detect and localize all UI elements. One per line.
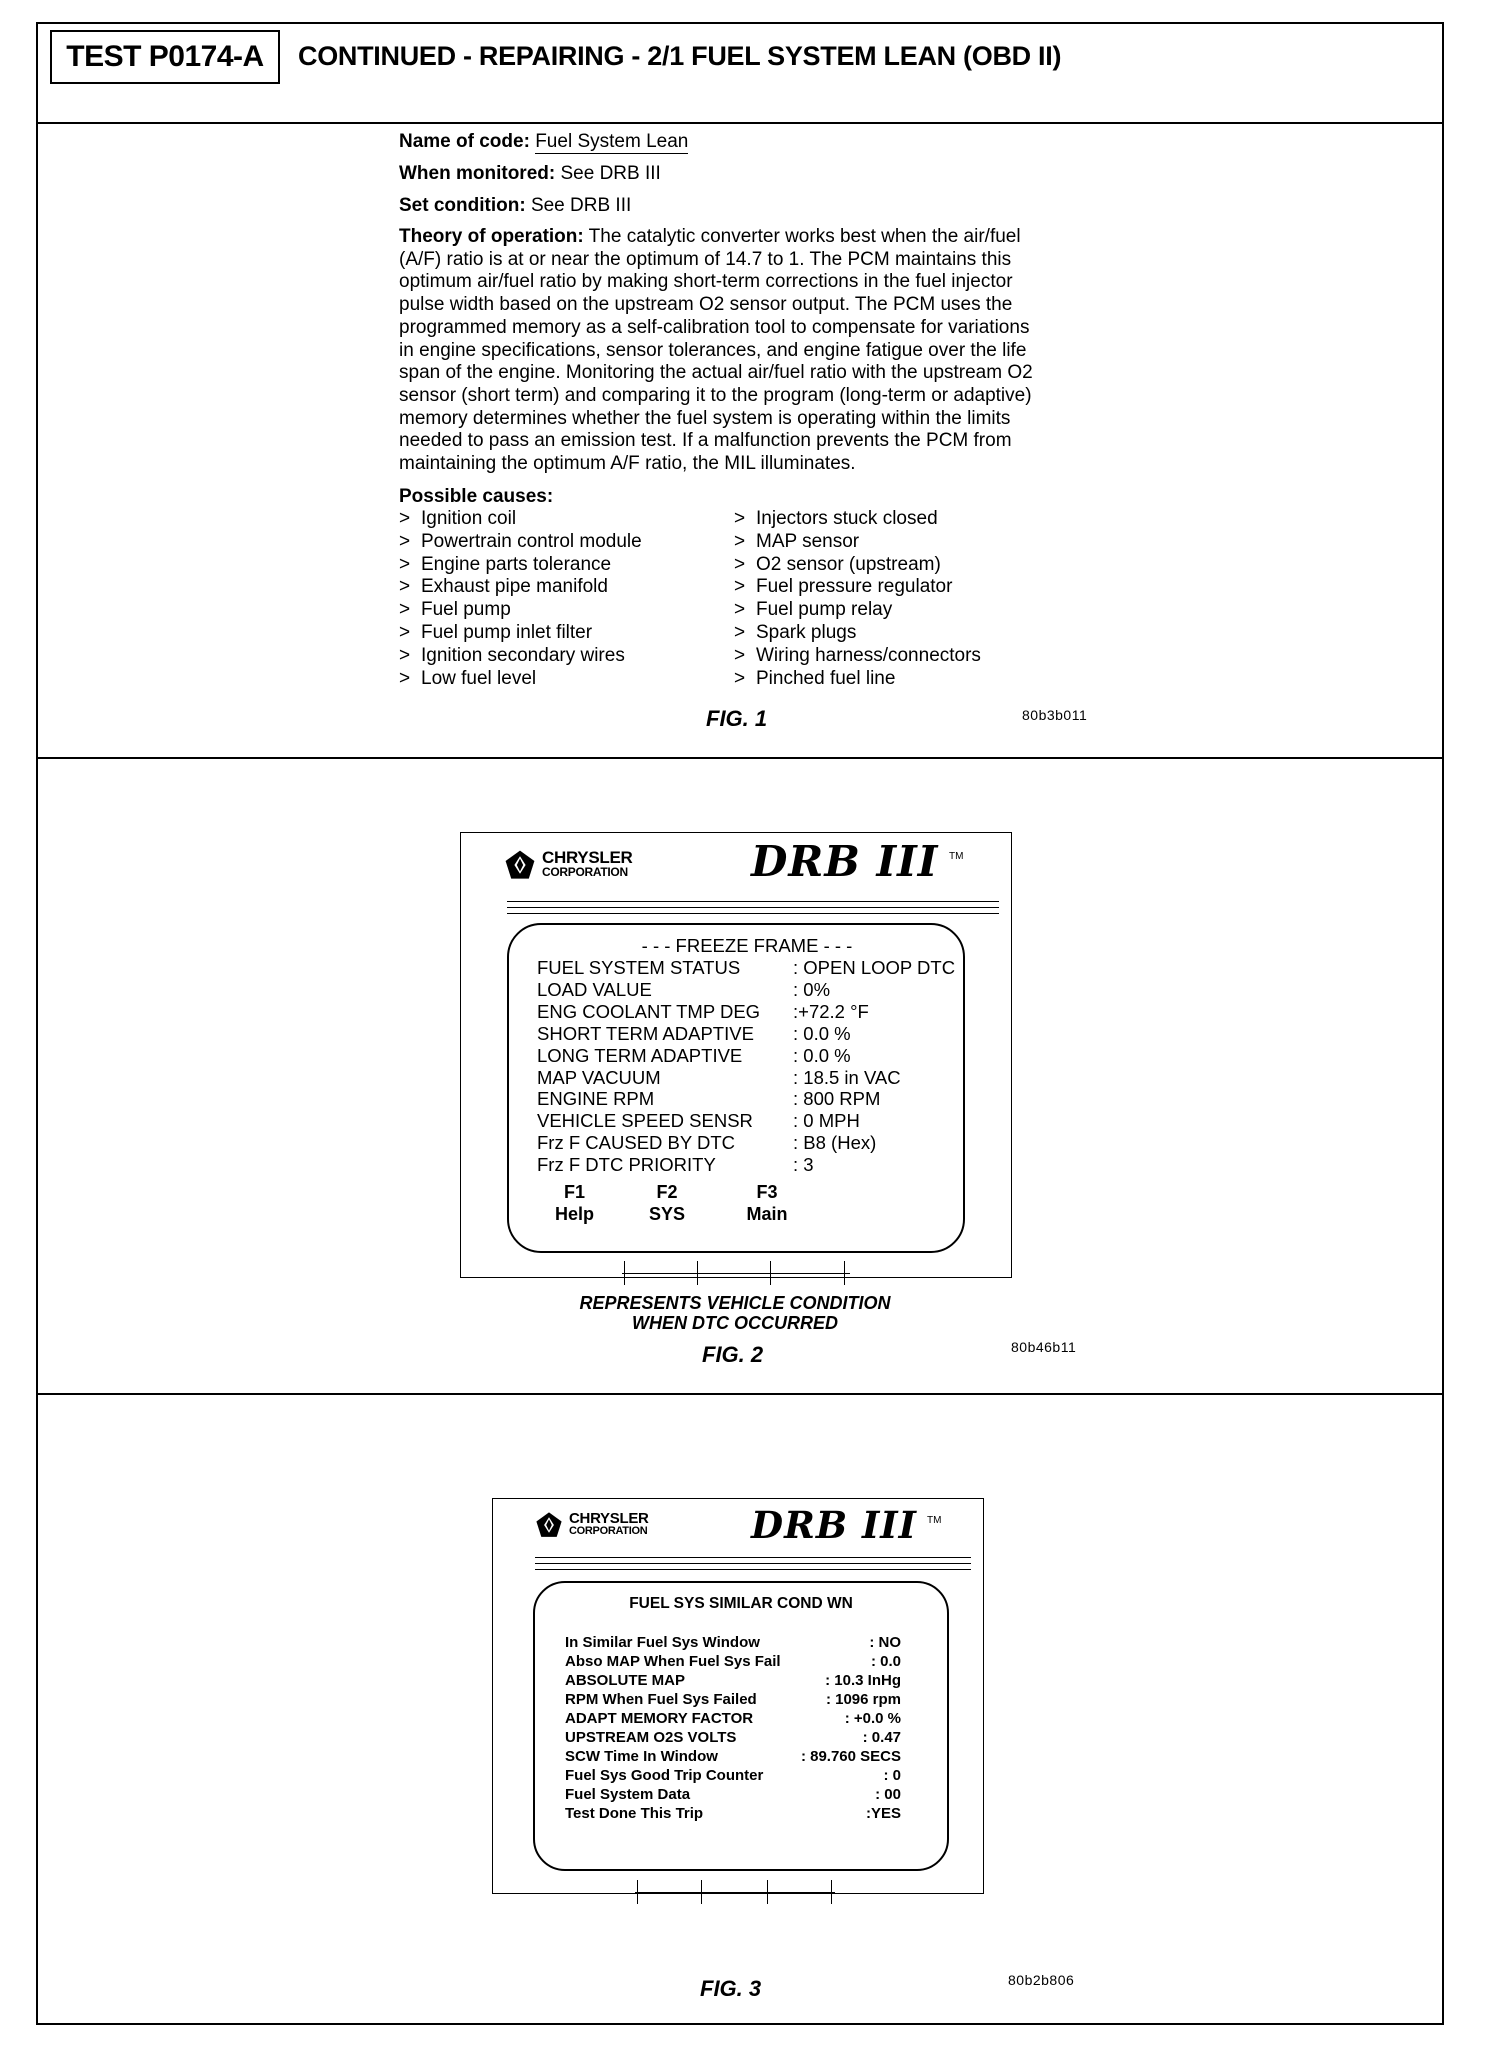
cause-item [399, 622, 642, 645]
param-name: ADAPT MEMORY FACTOR [565, 1710, 754, 1727]
keypad-ticks [635, 1880, 835, 1904]
when-monitored-label: When monitored: [399, 163, 556, 184]
theory-line: programmed memory as a self-calibration tool to compensate for variations [399, 316, 1030, 338]
cause-item [399, 645, 642, 668]
display-screen [507, 923, 965, 1253]
logo-line1: CHRYSLER [569, 1510, 649, 1527]
theory-line: (A/F) ratio is at or near the optimum of 14.7 to 1. The PCM maintains this [399, 248, 1012, 270]
freeze-frame-heading: - - - FREEZE FRAME - - - [641, 935, 853, 956]
name-of-code-label: Name of code: [399, 131, 530, 152]
cause-item [734, 531, 981, 554]
param-value: : 0 MPH [793, 1110, 860, 1132]
bullet-marker: > [399, 645, 411, 667]
similar-cond-row [565, 1633, 901, 1652]
cause-text: Powertrain control module [421, 530, 642, 552]
similar-cond-row [565, 1728, 901, 1747]
when-monitored-value: See DRB III [560, 163, 661, 184]
fig-2-label: FIG. 2 [702, 1342, 764, 1367]
cause-text: Pinched fuel line [756, 668, 896, 690]
section-divider-1 [36, 757, 1444, 759]
similar-cond-row [565, 1690, 901, 1709]
similar-cond-row [565, 1671, 901, 1690]
test-id: TEST P0174-A [66, 40, 264, 73]
header-divider [36, 122, 1444, 124]
cause-text: Ignition secondary wires [421, 645, 625, 667]
display-screen [533, 1581, 949, 1871]
fkey-label: Main [746, 1204, 788, 1224]
param-value: : B8 (Hex) [793, 1132, 877, 1154]
cause-text: Low fuel level [421, 668, 537, 690]
causes-right-column [734, 508, 981, 691]
set-condition-label: Set condition: [399, 195, 526, 216]
drb-freeze-frame-display [460, 832, 1012, 1278]
keypad-ticks [622, 1261, 850, 1285]
theory-line: The catalytic converter works best when the air/fuel [588, 226, 1021, 247]
param-value: : 3 [793, 1154, 814, 1176]
freeze-frame-row [537, 1154, 957, 1176]
similar-cond-row [565, 1804, 901, 1823]
rule-line [535, 1563, 971, 1564]
bullet-marker: > [734, 553, 746, 575]
set-condition-value: See DRB III [530, 195, 632, 216]
param-name: VEHICLE SPEED SENSR [537, 1110, 753, 1132]
cause-text: MAP sensor [756, 530, 860, 552]
section-divider-2 [36, 1393, 1444, 1395]
bullet-marker: > [734, 576, 746, 598]
cause-text: Fuel pressure regulator [756, 576, 953, 598]
theory-label: Theory of operation: [399, 226, 584, 247]
bullet-marker: > [734, 622, 746, 644]
rule-line [507, 913, 999, 914]
bullet-marker: > [734, 530, 746, 552]
cause-text: Injectors stuck closed [756, 507, 938, 529]
param-value: : 0% [793, 978, 831, 1000]
trademark: TM [949, 851, 964, 862]
freeze-frame-row [537, 1132, 957, 1154]
freeze-frame-row [537, 1023, 957, 1045]
caption-line: REPRESENTS VEHICLE CONDITION [579, 1293, 891, 1313]
param-value: : OPEN LOOP DTC [793, 957, 956, 978]
freeze-frame-data [537, 935, 957, 1176]
theory-line: sensor (short term) and comparing it to the program (long-term or adaptive) [399, 384, 1032, 406]
param-value: : 0.47 [862, 1729, 901, 1746]
param-value: : NO [869, 1634, 901, 1651]
similar-cond-heading: FUEL SYS SIMILAR COND WN [629, 1595, 853, 1612]
param-name: Frz F DTC PRIORITY [537, 1154, 716, 1176]
theory-of-operation [399, 226, 1111, 476]
theory-line: maintaining the optimum A/F ratio, the MIL illuminates. [399, 453, 856, 475]
fig-3-label: FIG. 3 [700, 1976, 762, 2001]
freeze-frame-row [537, 979, 957, 1001]
freeze-frame-row [537, 957, 957, 979]
param-name: ENGINE RPM [537, 1088, 655, 1110]
theory-line: in engine specifications, sensor tolerances, and engine fatigue over the life [399, 339, 1027, 361]
param-value: : 18.5 in VAC [793, 1066, 901, 1088]
param-value: : 800 RPM [793, 1088, 881, 1110]
pentastar-icon [535, 1511, 563, 1539]
similar-cond-row [565, 1766, 901, 1785]
cause-item [734, 599, 981, 622]
drb-title: DRB III [751, 837, 939, 886]
chrysler-logo [535, 1511, 649, 1539]
caption-line: WHEN DTC OCCURRED [632, 1313, 838, 1333]
logo-line2: CORPORATION [569, 1525, 648, 1537]
possible-causes-label: Possible causes: [399, 485, 554, 507]
similar-cond-row [565, 1785, 901, 1804]
cause-text: Exhaust pipe manifold [421, 576, 608, 598]
param-value: : 0.0 % [793, 1044, 851, 1066]
fkey-number: F1 [563, 1182, 585, 1202]
theory-line: pulse width based on the upstream O2 sensor output. The PCM uses the [399, 294, 1013, 316]
similar-cond-row [565, 1652, 901, 1671]
param-name: Abso MAP When Fuel Sys Fail [565, 1653, 781, 1670]
cause-item [734, 645, 981, 668]
param-value: :+72.2 °F [793, 1000, 869, 1022]
logo-line1: CHRYSLER [542, 848, 633, 867]
param-name: RPM When Fuel Sys Failed [565, 1691, 757, 1708]
bullet-marker: > [399, 668, 411, 690]
fkey-label: Help [554, 1204, 594, 1224]
bullet-marker: > [734, 599, 746, 621]
param-name: SHORT TERM ADAPTIVE [537, 1022, 754, 1044]
freeze-frame-row [537, 1088, 957, 1110]
fig-1-label: FIG. 1 [706, 706, 768, 731]
param-name: ENG COOLANT TMP DEG [537, 1000, 761, 1022]
param-value: : +0.0 % [844, 1710, 901, 1727]
param-name: LOAD VALUE [537, 978, 652, 1000]
bullet-marker: > [399, 530, 411, 552]
fkey-label: SYS [648, 1204, 686, 1224]
param-value: : 00 [875, 1786, 901, 1803]
f2-sys-key[interactable] [612, 1181, 722, 1225]
rule-line [535, 1557, 971, 1558]
drb-title: DRB III [751, 1503, 917, 1547]
cause-text: O2 sensor (upstream) [756, 553, 941, 575]
param-value: : 10.3 InHg [825, 1672, 901, 1689]
freeze-frame-row [537, 1001, 957, 1023]
cause-text: Engine parts tolerance [421, 553, 612, 575]
cause-text: Fuel pump inlet filter [421, 622, 593, 644]
similar-cond-row [565, 1747, 901, 1766]
param-value: : 0 [883, 1767, 901, 1784]
cause-text: Ignition coil [421, 507, 517, 529]
cause-item [734, 576, 981, 599]
causes-left-column [399, 508, 642, 691]
logo-line2: CORPORATION [542, 865, 628, 879]
cause-text: Fuel pump [421, 599, 511, 621]
theory-line: needed to pass an emission test. If a malfunction prevents the PCM from [399, 430, 1012, 452]
cause-item [399, 508, 642, 531]
rule-line [507, 901, 999, 902]
fig-2-caption [505, 1293, 965, 1333]
param-name: Test Done This Trip [565, 1805, 704, 1822]
fig-2-code: 80b46b11 [1011, 1339, 1077, 1355]
param-name: UPSTREAM O2S VOLTS [565, 1729, 737, 1746]
theory-line: optimum air/fuel ratio by making short-term corrections in the fuel injector [399, 271, 1013, 293]
cause-text: Wiring harness/connectors [756, 645, 981, 667]
fkey-number: F2 [656, 1182, 678, 1202]
freeze-frame-row [537, 1067, 957, 1089]
set-condition [399, 194, 1111, 217]
similar-cond-row [565, 1709, 901, 1728]
name-of-code [399, 130, 1111, 153]
theory-line: span of the engine. Monitoring the actual air/fuel ratio with the upstream O2 [399, 362, 1033, 384]
param-name: Frz F CAUSED BY DTC [537, 1132, 736, 1154]
bullet-marker: > [734, 668, 746, 690]
freeze-frame-row [537, 1045, 957, 1067]
param-name: MAP VACUUM [537, 1066, 661, 1088]
cause-item [399, 668, 642, 691]
rule-line [507, 907, 999, 908]
fig-3-code: 80b2b806 [1008, 1972, 1075, 1988]
chrysler-logo [504, 849, 632, 881]
param-value: : 0.0 [870, 1653, 901, 1670]
f1-help-key[interactable] [537, 1181, 612, 1225]
param-name: ABSOLUTE MAP [565, 1672, 685, 1689]
bullet-marker: > [399, 576, 411, 598]
similar-cond-data [565, 1633, 901, 1823]
param-name: FUEL SYSTEM STATUS [537, 957, 741, 978]
bullet-marker: > [399, 553, 411, 575]
param-name: LONG TERM ADAPTIVE [537, 1044, 743, 1066]
when-monitored [399, 162, 1111, 185]
bullet-marker: > [399, 622, 411, 644]
drb-similar-cond-display [492, 1498, 984, 1894]
rule-line [535, 1569, 971, 1570]
page-title: CONTINUED - REPAIRING - 2/1 FUEL SYSTEM LEAN (OBD II) [298, 41, 1062, 71]
fkey-number: F3 [756, 1182, 778, 1202]
function-keys [537, 1181, 812, 1225]
cause-text: Fuel pump relay [756, 599, 893, 621]
code-description [399, 130, 1111, 690]
cause-item [399, 554, 642, 577]
cause-item [734, 622, 981, 645]
param-name: Fuel Sys Good Trip Counter [565, 1767, 764, 1784]
cause-text: Spark plugs [756, 622, 857, 644]
bullet-marker: > [399, 507, 411, 529]
param-value: : 1096 rpm [825, 1691, 901, 1708]
bullet-marker: > [734, 507, 746, 529]
param-value: : 89.760 SECS [800, 1748, 901, 1765]
bullet-marker: > [734, 645, 746, 667]
param-name: Fuel System Data [565, 1786, 691, 1803]
trademark: TM [927, 1515, 942, 1526]
param-value: : 0.0 % [793, 1022, 851, 1044]
cause-item [734, 554, 981, 577]
param-name: In Similar Fuel Sys Window [565, 1634, 760, 1651]
possible-causes-list [399, 508, 1111, 690]
cause-item [734, 508, 981, 531]
test-id-box [50, 30, 280, 84]
f3-main-key[interactable] [722, 1181, 812, 1225]
name-of-code-value: Fuel System Lean [535, 131, 689, 152]
cause-item [399, 531, 642, 554]
fig-1-code: 80b3b011 [1022, 707, 1088, 723]
freeze-frame-row [537, 1110, 957, 1132]
bullet-marker: > [399, 599, 411, 621]
param-name: SCW Time In Window [565, 1748, 718, 1765]
param-value: :YES [865, 1805, 901, 1822]
cause-item [734, 668, 981, 691]
pentastar-icon [504, 849, 536, 881]
cause-item [399, 599, 642, 622]
theory-line: memory determines whether the fuel system is operating within the limits [399, 407, 1011, 429]
cause-item [399, 576, 642, 599]
